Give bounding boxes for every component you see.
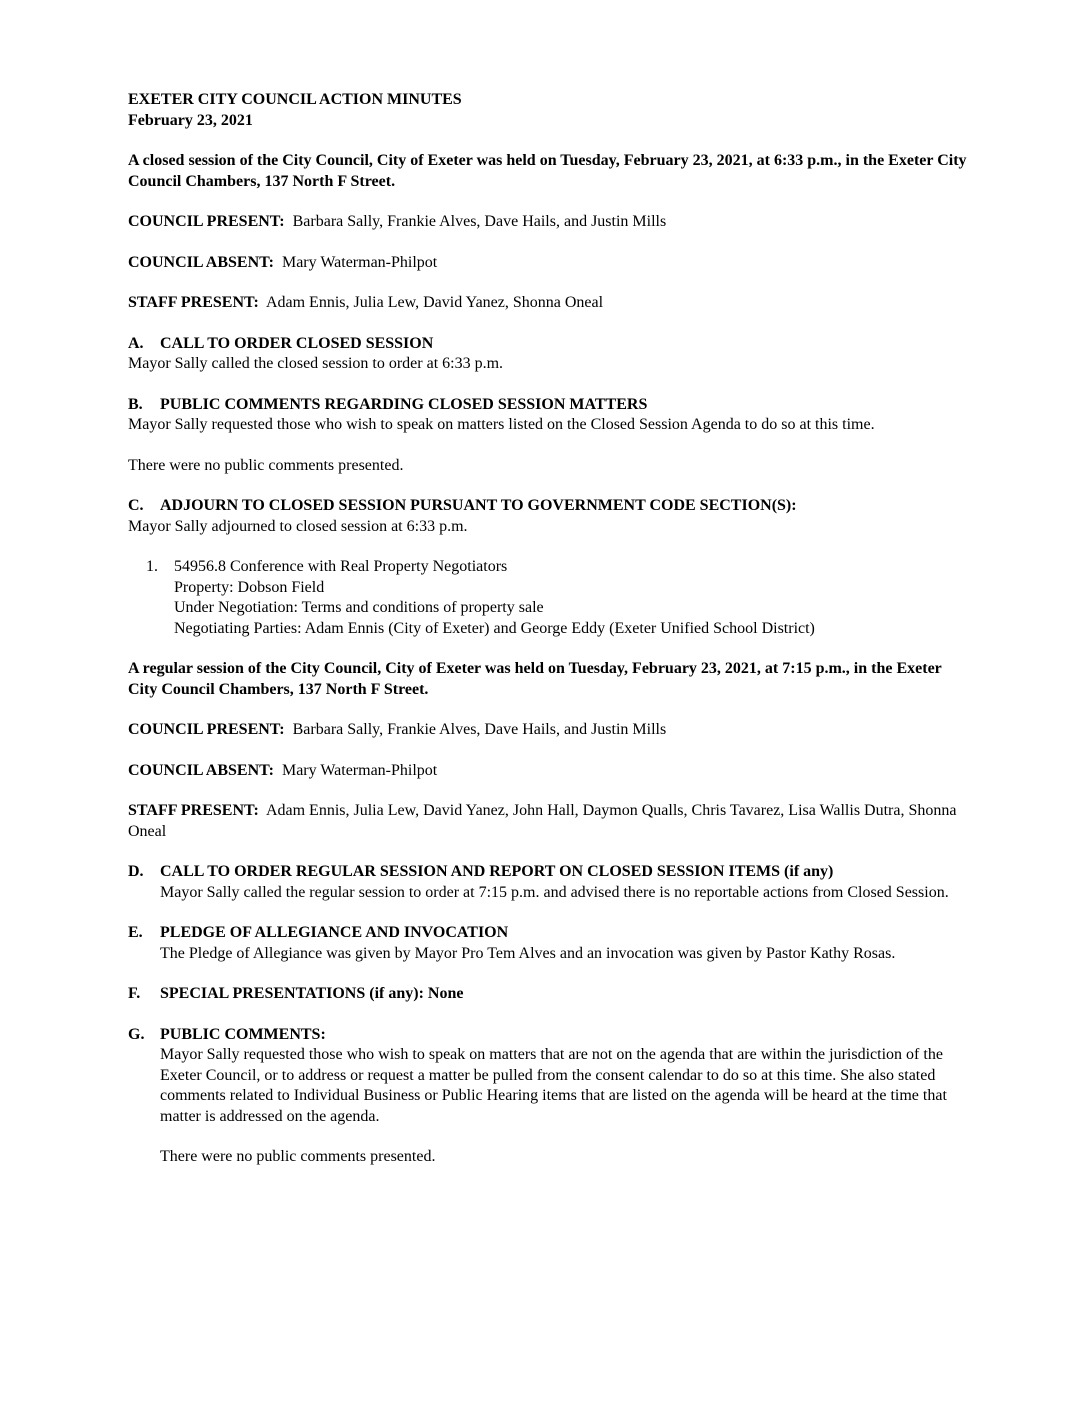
section-d bbox=[128, 862, 968, 903]
council-present-names: Barbara Sally, Frankie Alves, Dave Hails, and Justin Mills bbox=[292, 721, 667, 738]
section-c bbox=[128, 496, 968, 537]
item-line: Property: Dobson Field bbox=[174, 578, 325, 596]
council-present-label: COUNCIL PRESENT: bbox=[128, 721, 285, 738]
section-b-note: There were no public comments presented. bbox=[128, 456, 404, 474]
closed-session-item bbox=[146, 557, 968, 639]
regular-staff-present bbox=[128, 801, 968, 842]
section-c-body: Mayor Sally adjourned to closed session at 6:33 p.m. bbox=[128, 517, 468, 535]
item-line: Negotiating Parties: Adam Ennis (City of Exeter) and George Eddy (Exeter Unified School District) bbox=[174, 619, 815, 637]
regular-council-absent bbox=[128, 761, 968, 782]
council-present-names: Barbara Sally, Frankie Alves, Dave Hails, and Justin Mills bbox=[292, 213, 667, 230]
section-a-body: Mayor Sally called the closed session to order at 6:33 p.m. bbox=[128, 355, 504, 372]
section-g-heading: G. PUBLIC COMMENTS: bbox=[128, 1025, 326, 1043]
staff-present-names: Adam Ennis, Julia Lew, David Yanez, Shonna Oneal bbox=[265, 294, 604, 311]
item-line: 54956.8 Conference with Real Property Negotiators bbox=[174, 558, 508, 575]
section-g-note: There were no public comments presented. bbox=[160, 1148, 436, 1165]
staff-present-names: Adam Ennis, Julia Lew, David Yanez, John Hall, Daymon Qualls, Chris Tavarez, Lisa Wallis Dutra, Shonna Oneal bbox=[128, 802, 957, 840]
staff-present-label: STAFF PRESENT: bbox=[128, 802, 259, 819]
section-b-heading: B. PUBLIC COMMENTS REGARDING CLOSED SESSION MATTERS bbox=[128, 395, 648, 413]
closed-council-absent bbox=[128, 253, 968, 274]
document-header bbox=[128, 90, 968, 131]
council-absent-label: COUNCIL ABSENT: bbox=[128, 253, 274, 271]
document-date: February 23, 2021 bbox=[128, 111, 253, 129]
section-b bbox=[128, 395, 968, 436]
section-e-heading: E. PLEDGE OF ALLEGIANCE AND INVOCATION bbox=[128, 924, 509, 941]
closed-staff-present bbox=[128, 293, 968, 314]
section-d-heading: D. CALL TO ORDER REGULAR SESSION AND REPORT ON CLOSED SESSION ITEMS (if any) bbox=[128, 863, 834, 880]
council-present-label: COUNCIL PRESENT: bbox=[128, 213, 285, 230]
section-f-heading: F. SPECIAL PRESENTATIONS (if any): None bbox=[128, 985, 464, 1002]
section-a bbox=[128, 334, 968, 375]
closed-session-intro: A closed session of the City Council, City of Exeter was held on Tuesday, February 23, 2021, at 6:33 p.m., in the Exeter City Council Chambers, 137 North F Street. bbox=[128, 152, 967, 190]
closed-council-present bbox=[128, 212, 968, 233]
minutes-content bbox=[128, 90, 968, 1168]
section-e-body: The Pledge of Allegiance was given by Mayor Pro Tem Alves and an invocation was given by Pastor Kathy Rosas. bbox=[160, 944, 896, 962]
item-line: Under Negotiation: Terms and conditions of property sale bbox=[174, 599, 544, 616]
section-f bbox=[128, 984, 968, 1005]
section-g bbox=[128, 1025, 968, 1128]
council-absent-label: COUNCIL ABSENT: bbox=[128, 761, 274, 779]
regular-council-present bbox=[128, 720, 968, 741]
staff-present-label: STAFF PRESENT: bbox=[128, 294, 259, 311]
section-c-heading: C. ADJOURN TO CLOSED SESSION PURSUANT TO GOVERNMENT CODE SECTION(S): bbox=[128, 497, 797, 514]
council-absent-names: Mary Waterman-Philpot bbox=[281, 761, 438, 779]
section-g-body: Mayor Sally requested those who wish to speak on matters that are not on the agenda that are within the jurisdiction of the Exeter Council, or to address or request a matter be pulled from the consent calendar to do so at this time. She also stated comments related to Individual Business or Public Hearing items that are listed on the agenda will be heard at the time that matter is addressed on the agenda. bbox=[160, 1046, 947, 1125]
section-a-heading: A. CALL TO ORDER CLOSED SESSION bbox=[128, 334, 434, 352]
item-lines bbox=[174, 557, 815, 639]
regular-session-intro: A regular session of the City Council, City of Exeter was held on Tuesday, February 23, 2021, at 7:15 p.m., in the Exeter City Council Chambers, 137 North F Street. bbox=[128, 660, 942, 698]
section-b-body: Mayor Sally requested those who wish to speak on matters listed on the Closed Session Agenda to do so at this time. bbox=[128, 416, 875, 433]
section-e bbox=[128, 923, 968, 964]
item-number: 1. bbox=[146, 558, 158, 575]
council-absent-names: Mary Waterman-Philpot bbox=[281, 253, 438, 271]
document-title: EXETER CITY COUNCIL ACTION MINUTES bbox=[128, 91, 462, 108]
section-d-body: Mayor Sally called the regular session to order at 7:15 p.m. and advised there is no reportable actions from Closed Session. bbox=[160, 883, 949, 901]
